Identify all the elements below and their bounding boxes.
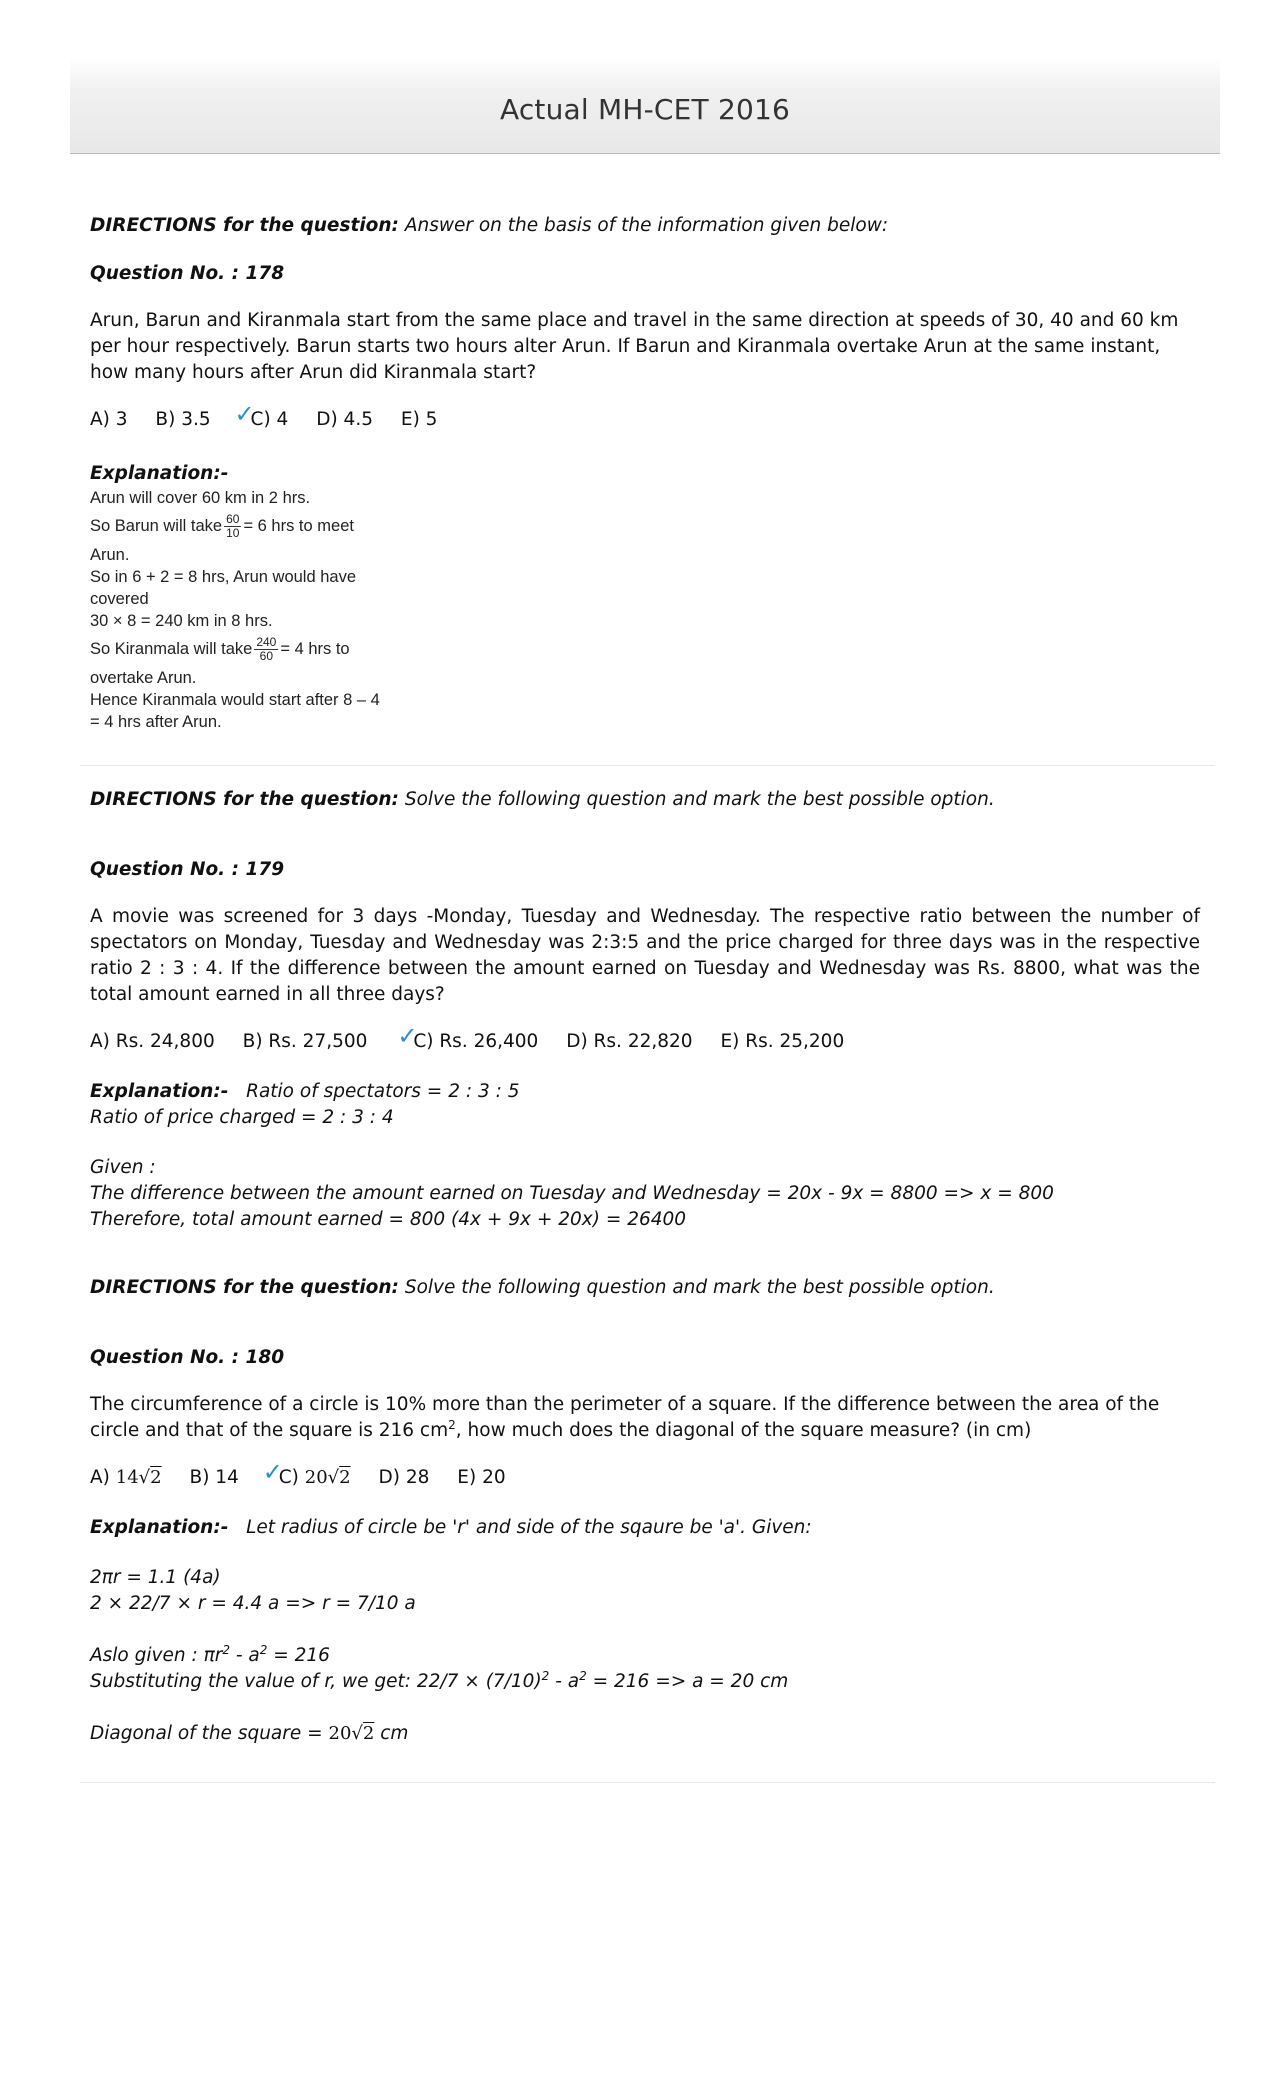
superscript: 2 — [448, 1417, 456, 1432]
fraction — [224, 513, 241, 540]
explanation-line — [90, 636, 390, 663]
option-a — [90, 1465, 162, 1491]
explanation-line: overtake Arun. — [90, 669, 197, 687]
math-expression: 14√2 — [115, 1467, 162, 1488]
superscript: 2 — [222, 1642, 230, 1657]
fraction — [254, 636, 278, 663]
math-expression: 20√2 — [328, 1723, 375, 1744]
question-number: Question No. : 179 — [90, 859, 285, 880]
option-b: B) 14 — [189, 1467, 239, 1488]
option-c-correct — [234, 400, 289, 433]
answer-options — [90, 400, 1200, 433]
checkmark-icon: ✓ — [234, 400, 255, 428]
checkmark-icon: ✓ — [397, 1022, 418, 1050]
answer-options — [90, 1458, 1200, 1491]
question-number: Question No. : 180 — [90, 1347, 285, 1368]
fraction-denominator: 10 — [226, 526, 240, 540]
explanation-line: 2 × 22/7 × r = 4.4 a => r = 7/10 a — [90, 1593, 416, 1614]
question-179 — [90, 787, 1200, 1233]
option-e: E) 5 — [400, 409, 438, 430]
superscript: 2 — [579, 1668, 587, 1683]
explanation-label: Explanation:- — [90, 1081, 229, 1102]
math-expression: 20√2 — [304, 1467, 351, 1488]
explanation-line: Arun. — [90, 546, 130, 564]
math-coefficient: 20 — [328, 1723, 352, 1744]
content — [90, 213, 1200, 733]
explanation-text: = 4 hrs to — [280, 639, 350, 658]
question-text-part: The circumference of a circle is 10% more than the perimeter of a square. If the difference between the area of the circle and that of the square is 216 cm — [90, 1394, 1160, 1441]
directions-label: DIRECTIONS for the question: — [90, 215, 399, 236]
explanation-label: Explanation:- — [90, 463, 229, 484]
question-text: Arun, Barun and Kiranmala start from the same place and travel in the same direction at speeds of 30, 40 and 60 km per hour respectively. Barun starts two hours alter Arun. If Barun and Kiranmala overtake Arun at the same instant, how many hours after Arun did Kiranmala start? — [90, 310, 1179, 383]
explanation — [90, 1515, 1200, 1541]
explanation-text: = 216 — [267, 1645, 330, 1666]
directions-text: Solve the following question and mark the best possible option. — [404, 789, 995, 810]
explanation-line: Let radius of circle be 'r' and side of the sqaure be 'a'. Given: — [246, 1517, 812, 1538]
option-e: E) Rs. 25,200 — [720, 1031, 845, 1052]
option-label: A) — [90, 1467, 110, 1488]
explanation-text: So Kiranmala will take — [90, 639, 253, 658]
explanation-line: Therefore, total amount earned = 800 (4x + 9x + 20x) = 26400 — [90, 1209, 687, 1230]
option-d: D) 4.5 — [316, 409, 373, 430]
math-radicand: 2 — [339, 1467, 351, 1488]
option-a: A) Rs. 24,800 — [90, 1031, 215, 1052]
option-b: B) 3.5 — [155, 409, 211, 430]
question-number: Question No. : 178 — [90, 263, 285, 284]
option-c-label: C) Rs. 26,400 — [413, 1031, 539, 1052]
option-label: C) — [278, 1467, 299, 1488]
question-180 — [90, 1275, 1200, 1747]
explanation-line — [90, 1669, 1200, 1695]
explanation-text: Substituting the value of r, we get: 22/7 × (7/10) — [90, 1671, 542, 1692]
directions — [90, 1275, 1200, 1301]
explanation-text: So Barun will take — [90, 516, 223, 535]
question-text-part: , how much does the diagonal of the square measure? (in cm) — [455, 1420, 1032, 1441]
question-text — [90, 1392, 1200, 1444]
option-a: A) 3 — [90, 409, 128, 430]
explanation-text: Diagonal of the square = — [90, 1723, 329, 1744]
directions-text: Answer on the basis of the information given below: — [404, 215, 889, 236]
explanation-line — [90, 1721, 1200, 1747]
page-title: Actual MH-CET 2016 — [499, 93, 791, 126]
superscript: 2 — [259, 1642, 268, 1657]
explanation-line: Arun will cover 60 km in 2 hrs. — [90, 489, 311, 507]
question-178 — [90, 213, 1200, 733]
section-divider — [80, 765, 1215, 766]
option-c-correct — [262, 1458, 351, 1491]
answer-options — [90, 1022, 1200, 1055]
explanation-line — [90, 1643, 1200, 1669]
directions-text: Solve the following question and mark the best possible option. — [404, 1277, 995, 1298]
math-coefficient: 14 — [115, 1467, 139, 1488]
option-b: B) Rs. 27,500 — [242, 1031, 368, 1052]
option-d: D) Rs. 22,820 — [566, 1031, 693, 1052]
explanation-line: The difference between the amount earned on Tuesday and Wednesday = 20x - 9x = 8800 => x = 800 — [90, 1183, 1054, 1204]
explanation-text: Aslo given : πr — [90, 1645, 223, 1666]
content — [90, 787, 1200, 1747]
explanation-line: 2πr = 1.1 (4a) — [90, 1567, 221, 1588]
explanation-line: Ratio of price charged = 2 : 3 : 4 — [90, 1107, 394, 1128]
math-radicand: 2 — [150, 1467, 162, 1488]
checkmark-icon: ✓ — [262, 1458, 283, 1486]
directions — [90, 213, 1200, 239]
page-header — [70, 58, 1220, 154]
explanation-text: = 6 hrs to meet — [243, 516, 354, 535]
option-c-label: C) 4 — [250, 409, 289, 430]
explanation-line: Ratio of spectators = 2 : 3 : 5 — [246, 1081, 520, 1102]
explanation-text: - a — [549, 1671, 580, 1692]
directions-label: DIRECTIONS for the question: — [90, 1277, 399, 1298]
explanation-text: cm — [374, 1723, 409, 1744]
explanation-label: Explanation:- — [90, 1517, 229, 1538]
math-radicand: 2 — [362, 1723, 375, 1744]
math-coefficient: 20 — [304, 1467, 328, 1488]
question-text: A movie was screened for 3 days -Monday, Tuesday and Wednesday. The respective ratio between the number of spectators on Monday, Tuesday and Wednesday was 2:3:5 and the price charged for three days was in the respective ratio 2 : 3 : 4. If the difference between the amount earned on Tuesday and Wednesday was Rs. 8800, what was the total amount earned in all three days? — [90, 906, 1200, 1005]
fraction-denominator: 60 — [259, 649, 274, 663]
directions — [90, 787, 1200, 813]
option-e: E) 20 — [457, 1467, 506, 1488]
explanation-line — [90, 513, 390, 540]
fraction-numerator: 240 — [256, 635, 277, 649]
option-c-correct — [397, 1022, 539, 1055]
explanation — [90, 1079, 1200, 1105]
explanation-image — [90, 487, 390, 733]
explanation-line: 30 × 8 = 240 km in 8 hrs. — [90, 612, 273, 630]
option-d: D) 28 — [378, 1467, 430, 1488]
directions-label: DIRECTIONS for the question: — [90, 789, 399, 810]
explanation-text: = 216 => a = 20 cm — [586, 1671, 789, 1692]
superscript: 2 — [541, 1668, 550, 1683]
explanation-line: Hence Kiranmala would start after 8 – 4 = 4 hrs after Arun. — [90, 691, 380, 731]
explanation-text: - a — [229, 1645, 260, 1666]
explanation-line: So in 6 + 2 = 8 hrs, Arun would have covered — [90, 568, 357, 608]
explanation-line: Given : — [90, 1157, 156, 1178]
section-divider — [80, 1782, 1215, 1783]
fraction-numerator: 60 — [226, 512, 240, 526]
